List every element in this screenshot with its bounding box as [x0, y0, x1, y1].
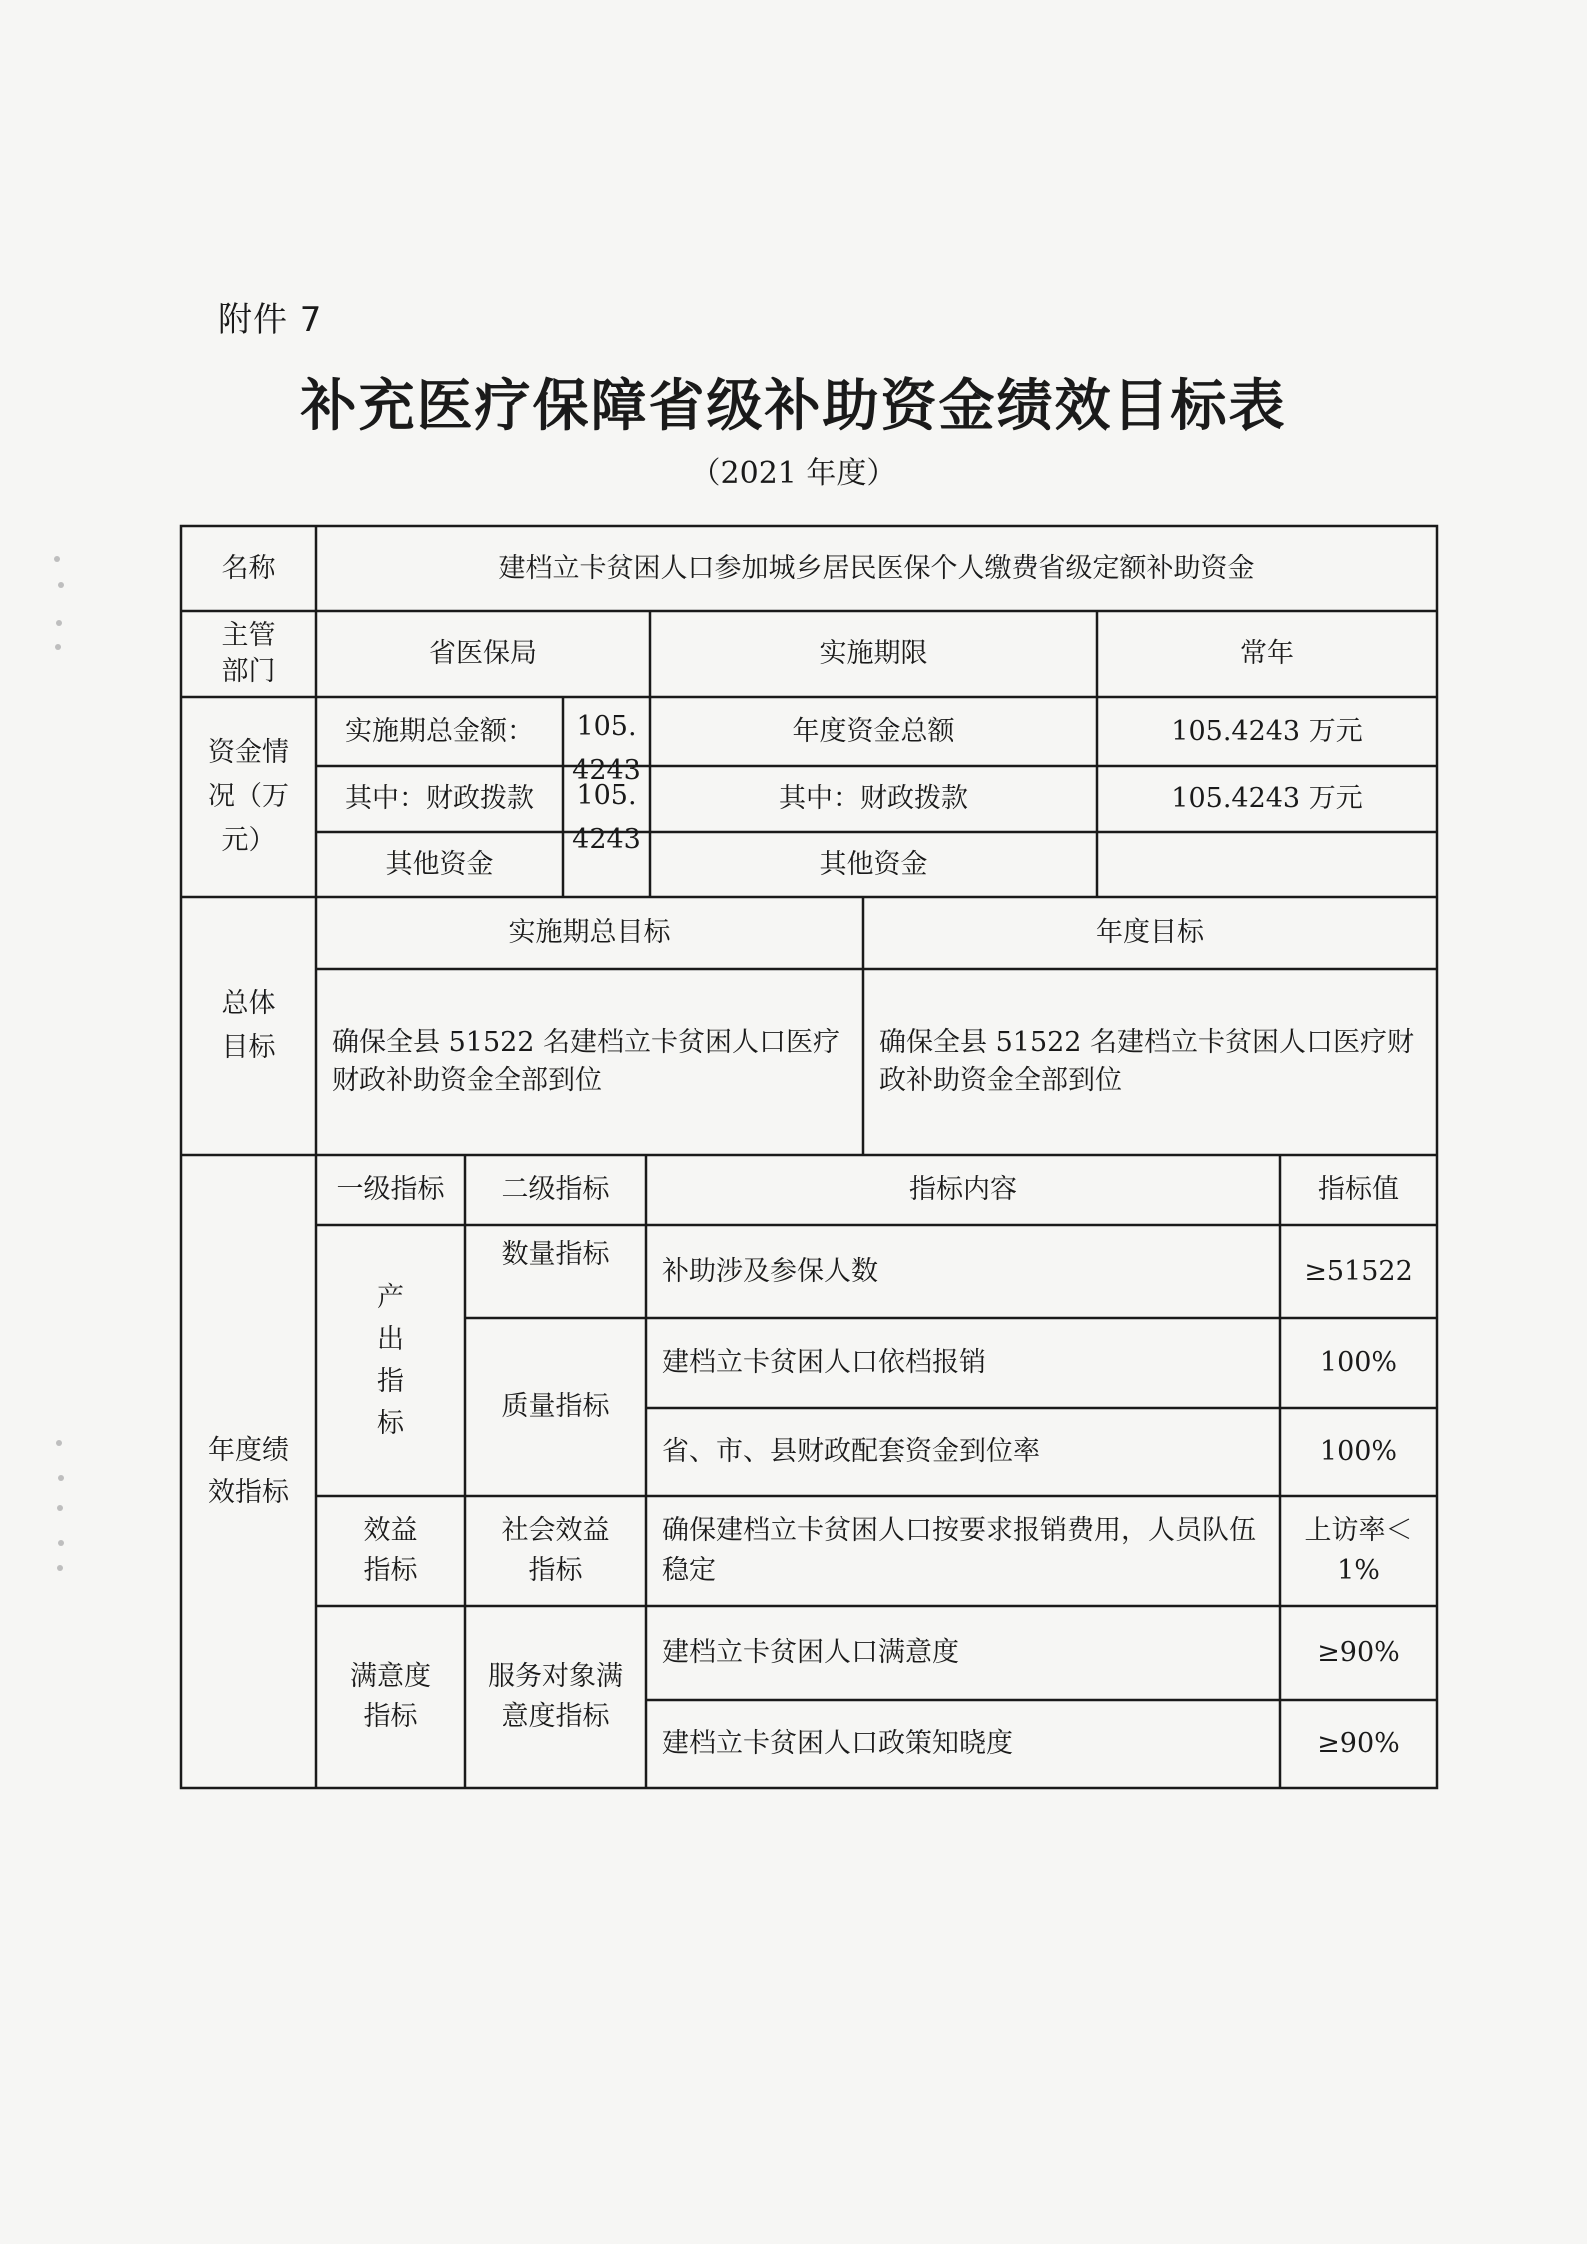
satisfaction-label: [316, 1606, 465, 1788]
row-value-3: 100%: [1319, 1436, 1398, 1467]
scan-mark: [56, 620, 62, 626]
annual-goal-header: 年度目标: [1096, 917, 1204, 948]
benefit-label-text: 效益指标: [363, 1515, 418, 1586]
period-goal-header: 实施期总目标: [508, 917, 671, 948]
dept-value: 省医保局: [429, 638, 537, 669]
social-benefit-label-text: 社会效益指标: [501, 1515, 610, 1586]
row-content-4: 确保建档立卡贫困人口按要求报销费用，人员队伍稳定: [662, 1515, 1256, 1586]
row-value-2: 100%: [1319, 1347, 1398, 1378]
row-value-6: ≥90%: [1317, 1728, 1400, 1759]
annual-total-value: 105.4243 万元: [1171, 715, 1363, 747]
header-level1: 一级指标: [336, 1174, 445, 1205]
benefit-label: [316, 1496, 465, 1606]
annual-fiscal-value: 105.4243 万元: [1171, 783, 1363, 814]
row-value-5: ≥90%: [1317, 1637, 1400, 1668]
scan-mark: [56, 1440, 62, 1446]
row-value-4-text: 上访率＜1%: [1304, 1515, 1413, 1586]
period-label: 实施期限: [819, 638, 928, 669]
period-goal-text: 确保全县 51522 名建档立卡贫困人口医疗财政补助资金全部到位: [332, 1027, 841, 1096]
social-benefit-label: [465, 1496, 646, 1606]
scan-mark: [54, 556, 60, 562]
header-content: 指标内容: [909, 1174, 1017, 1205]
scan-mark: [58, 1475, 64, 1481]
output-label: [316, 1225, 465, 1496]
scan-mark: [55, 644, 61, 650]
funds-total-value: 105.4243: [572, 711, 641, 786]
annual-goal-text: 确保全县 51522 名建档立卡贫困人口医疗财政补助资金全部到位: [879, 1027, 1415, 1096]
dept-label-text: 主管部门: [221, 620, 276, 687]
goals-label-text: 总体目标: [221, 988, 276, 1063]
output-label-text: 产出指标: [377, 1281, 404, 1439]
period-value: 常年: [1240, 638, 1294, 669]
service-satisfaction-label: [465, 1606, 646, 1788]
goals-label: [181, 897, 316, 1155]
row-content-1: 补助涉及参保人数: [662, 1255, 878, 1287]
funds-fiscal-value: 105.4243: [572, 780, 641, 855]
funds-label-text: 资金情况（万元）: [208, 737, 289, 856]
row-value-4: [1280, 1496, 1437, 1606]
funds-label: [181, 697, 316, 897]
row-content-2: 建档立卡贫困人口依档报销: [662, 1347, 986, 1378]
attachment-label: 附件 7: [218, 300, 323, 340]
dept-label: [181, 611, 316, 697]
row-content-6: 建档立卡贫困人口政策知晓度: [662, 1728, 1013, 1759]
scan-mark: [58, 582, 64, 588]
scan-mark: [57, 1505, 63, 1511]
annual-total-label: 年度资金总额: [792, 715, 955, 747]
funds-other-label: 其他资金: [385, 848, 494, 880]
funds-total-label: 实施期总金额：: [345, 715, 534, 747]
name-label: 名称: [221, 552, 276, 584]
funds-fiscal-label: 其中：财政拨款: [345, 783, 534, 814]
satisfaction-label-text: 满意度指标: [350, 1661, 431, 1732]
annual-other-value: [1097, 832, 1437, 897]
annual-fiscal-label: 其中：财政拨款: [779, 783, 968, 814]
header-level2: 二级指标: [501, 1174, 610, 1205]
header-value: 指标值: [1318, 1174, 1399, 1205]
annual-other-label: 其他资金: [819, 848, 928, 880]
scan-mark: [57, 1565, 63, 1571]
document-title: 补充医疗保障省级补助资金绩效目标表: [300, 373, 1287, 439]
scan-mark: [58, 1540, 64, 1546]
service-satisfaction-label-text: 服务对象满意度指标: [488, 1661, 623, 1732]
quality-label: 质量指标: [501, 1391, 610, 1422]
row-value-1: ≥51522: [1304, 1255, 1413, 1287]
document-year: （2021 年度）: [690, 456, 897, 491]
quantity-label: 数量指标: [501, 1239, 610, 1270]
funds-other-value: [563, 832, 650, 897]
indicators-label-text: 年度绩效指标: [208, 1434, 289, 1508]
name-value: 建档立卡贫困人口参加城乡居民医保个人缴费省级定额补助资金: [498, 552, 1255, 584]
indicators-label: [181, 1155, 316, 1788]
row-content-5: 建档立卡贫困人口满意度: [662, 1637, 959, 1668]
row-content-3: 省、市、县财政配套资金到位率: [662, 1436, 1040, 1467]
